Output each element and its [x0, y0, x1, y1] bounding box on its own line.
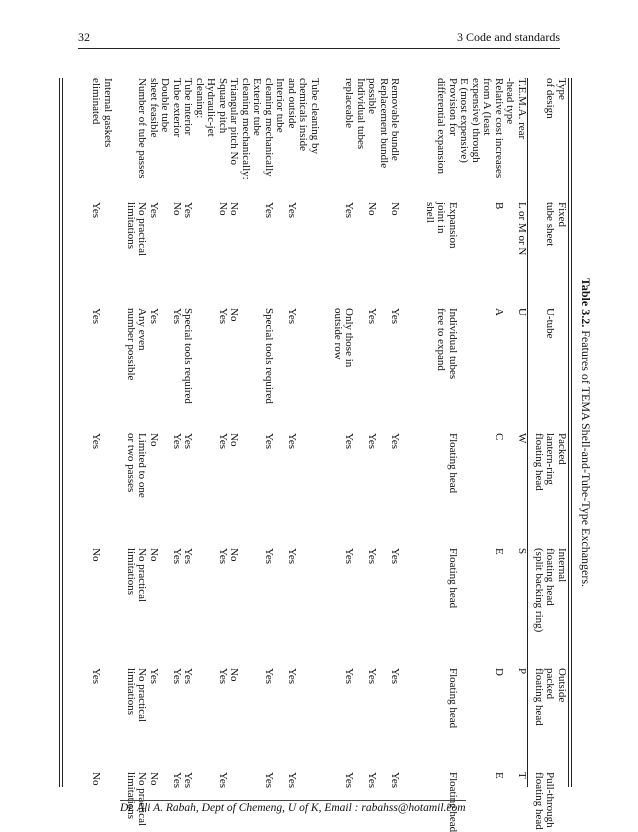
table-cell: sheet feasible — [148, 78, 160, 138]
table-cell — [481, 772, 493, 832]
table-cell — [240, 433, 252, 498]
table-cell — [320, 202, 332, 256]
table-cell: Yes — [171, 548, 183, 565]
table-cell: differential expansion — [435, 78, 448, 175]
table-cell: Floating head — [447, 772, 459, 832]
table-cell — [412, 308, 424, 404]
table-cell: No practical — [136, 202, 149, 257]
table-cell: Yes — [217, 668, 229, 685]
table-cell: D — [493, 668, 505, 676]
table-cell — [481, 548, 493, 632]
table-cell: Yes — [286, 548, 298, 565]
table-cell — [102, 308, 114, 404]
table-cell: Tube cleaning by — [309, 78, 321, 154]
table-cell: free to expand — [435, 308, 448, 371]
table-cell: Individual tubes — [447, 308, 459, 380]
column-header-line: Outside — [556, 668, 568, 703]
table-cell — [504, 548, 516, 632]
table-cell: No — [228, 308, 241, 322]
table-cell: Yes — [90, 433, 103, 450]
table-cell — [470, 772, 482, 832]
table-cell: Square pitch — [217, 78, 229, 134]
table-cell — [297, 548, 309, 632]
table-cell — [355, 202, 367, 256]
table-bottom-rule — [62, 78, 63, 787]
table-cell — [424, 433, 436, 498]
table-column — [90, 202, 567, 256]
table-cell: Yes — [343, 433, 356, 450]
table-cell: Yes — [263, 202, 275, 219]
table-cell: cleaning mechanically: — [240, 78, 252, 180]
table-cell — [309, 308, 321, 404]
table-cell — [297, 668, 309, 728]
table-cell: Yes — [263, 548, 275, 565]
table-cell: -head type — [504, 78, 517, 125]
table-cell: Special tools required — [263, 308, 275, 404]
table-cell: Yes — [263, 668, 275, 685]
table-cell: T — [516, 772, 528, 779]
table-cell: possible — [366, 78, 379, 115]
table-cell: Yes — [389, 772, 402, 789]
table-top-rule-2 — [568, 78, 569, 787]
table-cell: outside row — [332, 308, 344, 360]
table-cell: No practical — [136, 548, 149, 603]
table-bottom-rule-2 — [59, 78, 60, 787]
table-cell: Expansion — [447, 202, 459, 249]
table-cell: Yes — [182, 548, 195, 565]
running-title: 3 Code and standards — [457, 30, 560, 44]
table-cell: No — [389, 202, 402, 216]
table-cell — [504, 202, 516, 256]
table-cell — [320, 433, 332, 498]
column-header-line: Internal — [556, 548, 568, 583]
table-cell: Relative cost increases — [493, 78, 505, 179]
table-cell: limitations — [125, 548, 137, 596]
caption-label: Table 3.2. — [579, 277, 593, 328]
table-cell — [401, 548, 413, 632]
table-cell — [481, 668, 493, 728]
table-cell: Yes — [171, 668, 183, 685]
table-cell: No — [148, 433, 160, 447]
table-cell: Yes — [90, 668, 103, 685]
column-header-line: of design — [544, 78, 557, 119]
table-cell: Yes — [366, 433, 379, 450]
table-cell — [274, 668, 286, 728]
table-cell: Replacement bundle — [378, 78, 390, 169]
table-cell — [424, 308, 436, 404]
table-cell — [159, 548, 171, 632]
table-cell: Yes — [148, 668, 160, 685]
table-cell — [274, 548, 286, 632]
table-cell: Hydraulic-jet — [205, 78, 218, 137]
table-cell: Yes — [148, 308, 160, 325]
table-cell: Only those in — [343, 308, 356, 368]
table-cell — [435, 433, 447, 498]
table-cell — [470, 433, 482, 498]
table-cell: No — [90, 548, 103, 562]
table-cell — [504, 772, 516, 832]
column-header — [527, 202, 567, 256]
table-cell: Yes — [343, 772, 356, 789]
table-cell: Floating head — [447, 433, 459, 494]
column-header-line: floating head — [533, 433, 545, 491]
table-cell — [481, 433, 493, 498]
table-cell — [424, 78, 436, 180]
table-cell: Yes — [366, 772, 379, 789]
table-cell: limitations — [125, 668, 137, 716]
table-cell — [424, 668, 436, 728]
table-cell — [320, 78, 332, 180]
table-cell: Yes — [148, 202, 160, 219]
table-cell: Yes — [171, 433, 183, 450]
table-cell — [251, 433, 263, 498]
table-cell — [412, 668, 424, 728]
table-cell: Exterior tube — [251, 78, 264, 136]
table-cell: shell — [424, 202, 436, 223]
table-cell: Yes — [366, 548, 379, 565]
table-cell — [470, 202, 482, 256]
table-cell: Yes — [286, 202, 298, 219]
table-cell: cleaning: — [194, 78, 206, 119]
table-cell — [355, 433, 367, 498]
table-cell — [194, 308, 206, 404]
table-cell — [412, 202, 424, 256]
column-header-line: floating head — [533, 772, 545, 830]
table-cell — [240, 202, 252, 256]
table-cell — [332, 78, 344, 180]
table-cell: Floating head — [447, 548, 459, 609]
table-cell: Number of tube passes — [136, 78, 149, 179]
table-cell: Individual tubes — [355, 78, 367, 150]
table-cell: No — [148, 772, 160, 786]
table-cell — [401, 78, 413, 180]
table-cell — [424, 548, 436, 632]
table-cell: Yes — [182, 202, 195, 219]
table-cell: No — [228, 433, 241, 447]
table-cell: No practical — [136, 668, 149, 723]
table-cell: limitations — [125, 202, 137, 250]
table-cell: Yes — [389, 433, 402, 450]
table-cell — [274, 202, 286, 256]
page-header — [78, 30, 560, 46]
table-cell — [113, 548, 125, 632]
table-cell — [240, 668, 252, 728]
table-cell: from A (least — [481, 78, 494, 136]
table-cell — [401, 668, 413, 728]
table-caption — [578, 70, 593, 795]
table-cell: Special tools required — [182, 308, 195, 404]
table-cell — [125, 78, 137, 180]
table-cell: Yes — [217, 548, 229, 565]
table-cell: Tube interior — [182, 78, 195, 136]
table-cell — [159, 668, 171, 728]
table-cell — [205, 548, 217, 632]
table-cell — [251, 202, 263, 256]
table-cell: cleaning mechanically — [263, 78, 275, 177]
table-cell — [355, 308, 367, 404]
table-cell: Yes — [263, 772, 275, 789]
column-header-line: Type — [556, 78, 568, 100]
table-cell — [504, 433, 516, 498]
table-cell — [458, 202, 470, 256]
table-cell — [378, 433, 390, 498]
table-cell — [378, 668, 390, 728]
table-cell: No — [228, 548, 241, 562]
table-cell — [332, 202, 344, 256]
table-cell — [401, 308, 413, 404]
table-cell — [274, 433, 286, 498]
table-cell: Yes — [286, 433, 298, 450]
table-column — [90, 308, 567, 404]
column-header-line: Fixed — [556, 202, 568, 228]
table-column — [90, 78, 567, 180]
column-header-line: Pull-through — [544, 772, 557, 828]
table-cell — [309, 433, 321, 498]
table-cell — [412, 548, 424, 632]
table-cell: and outside — [286, 78, 298, 129]
table-cell — [378, 202, 390, 256]
table-cell — [504, 668, 516, 728]
table-cell — [378, 548, 390, 632]
table-cell — [458, 433, 470, 498]
table-column — [90, 433, 567, 498]
table-cell: Yes — [171, 308, 183, 325]
table-cell: Yes — [182, 433, 195, 450]
table-cell: Removable bundle — [389, 78, 402, 161]
column-header — [527, 78, 567, 180]
table-cell: Yes — [217, 308, 229, 325]
table-cell — [470, 668, 482, 728]
table-cell: No — [171, 202, 183, 216]
table-cell — [332, 433, 344, 498]
page-number: 32 — [78, 30, 90, 44]
table-cell — [458, 668, 470, 728]
page-footer: Dr. Ali A. Rabah, Dept of Chemeng, U of K, Email : rabahss@hotamil.com — [120, 802, 466, 814]
table-cell: Yes — [343, 202, 356, 219]
table-cell — [113, 308, 125, 404]
table-cell: Double tube — [159, 78, 172, 133]
table-cell — [412, 78, 424, 180]
table-cell: T.E.M.A. rear — [516, 78, 528, 140]
table-cell — [240, 548, 252, 632]
table-cell: No — [366, 202, 379, 216]
table-cell: No — [228, 202, 241, 216]
table-cell — [320, 668, 332, 728]
column-header-line: (split backing ring) — [533, 548, 545, 633]
table-cell: No — [217, 202, 229, 216]
table-cell — [113, 78, 125, 180]
table-cell: or two passes — [125, 433, 137, 493]
table-cell — [113, 202, 125, 256]
table-cell: eliminated — [90, 78, 103, 125]
table-cell — [240, 308, 252, 404]
table-cell — [194, 202, 206, 256]
table-cell: Yes — [263, 433, 275, 450]
table-cell — [309, 548, 321, 632]
table-cell: Triangular pitch No — [228, 78, 241, 165]
table-cell: number possible — [125, 308, 137, 381]
table-cell: expensive) through — [470, 78, 482, 163]
column-header-line — [556, 308, 568, 404]
table-cell — [320, 548, 332, 632]
table-cell — [102, 433, 114, 498]
table-cell: A — [493, 308, 505, 316]
table-cell — [470, 548, 482, 632]
table-cell — [102, 548, 114, 632]
header-rule — [78, 48, 560, 49]
table-cell — [401, 433, 413, 498]
table-cell: Any even — [136, 308, 149, 351]
table-cell: P — [516, 668, 528, 675]
table-cell: E (most expensive) — [458, 78, 471, 163]
table-cell — [470, 308, 482, 404]
table-cell: E — [493, 548, 505, 555]
table-cell — [205, 202, 217, 256]
table-cell: E — [493, 772, 505, 779]
table-cell — [297, 202, 309, 256]
table-cell — [159, 202, 171, 256]
column-header-line — [556, 772, 568, 832]
table-cell — [378, 308, 390, 404]
table-cell: Yes — [389, 668, 402, 685]
table-cell: Yes — [182, 772, 195, 789]
table-cell — [251, 308, 263, 404]
column-header — [527, 433, 567, 498]
column-header-line: lantern-ring — [544, 433, 557, 485]
column-header-line: floating head — [544, 548, 557, 606]
table-cell: No — [148, 548, 160, 562]
table-cell: Floating head — [447, 668, 459, 729]
table-cell: Provision for — [447, 78, 459, 136]
table-cell — [194, 433, 206, 498]
table-cell: L or M or N — [516, 202, 528, 256]
table-cell — [159, 308, 171, 404]
table-cell — [332, 548, 344, 632]
table-cell — [205, 668, 217, 728]
table-cell: S — [516, 548, 528, 555]
table-cell: Yes — [366, 668, 379, 685]
table-cell: Yes — [217, 772, 229, 789]
column-header-line: Packed — [556, 433, 568, 465]
table-cell: Interior tube — [274, 78, 287, 133]
table-cell — [102, 202, 114, 256]
column-header-line: U-tube — [544, 308, 557, 339]
table-cell — [102, 668, 114, 728]
table-top-rule — [571, 78, 572, 787]
table-cell — [205, 308, 217, 404]
table-cell — [309, 202, 321, 256]
table-column — [90, 548, 567, 632]
table-cell: Yes — [366, 308, 379, 325]
table-cell: replaceable — [343, 78, 356, 129]
column-header — [527, 548, 567, 632]
table-cell — [113, 433, 125, 498]
table-cell — [194, 548, 206, 632]
table-cell — [297, 433, 309, 498]
table-cell: Yes — [389, 308, 402, 325]
table-cell: W — [516, 433, 528, 444]
table-cell: No — [90, 772, 103, 786]
table-cell — [113, 668, 125, 728]
table-cell — [355, 668, 367, 728]
table-cell — [458, 308, 470, 404]
column-header-line: packed — [544, 668, 557, 700]
column-header-line: tube sheet — [544, 202, 557, 247]
table-cell — [102, 772, 114, 832]
table-cell: U — [516, 308, 528, 316]
table-cell: Yes — [90, 202, 103, 219]
table-cell — [251, 668, 263, 728]
table-cell — [159, 433, 171, 498]
table-cell — [274, 308, 286, 404]
column-header-line: floating head — [533, 668, 545, 726]
table-cell: No — [228, 668, 241, 682]
table-cell: Yes — [171, 772, 183, 789]
table-cell: Yes — [389, 548, 402, 565]
table-cell — [205, 433, 217, 498]
table-cell: Yes — [286, 668, 298, 685]
table-cell: Yes — [90, 308, 103, 325]
table-cell: joint in — [435, 202, 448, 234]
table-cell — [458, 548, 470, 632]
table-cell: Yes — [182, 668, 195, 685]
table-cell — [297, 308, 309, 404]
table-cell: Yes — [343, 548, 356, 565]
table-cell: limitations — [125, 772, 137, 820]
table-cell: Yes — [286, 772, 298, 789]
table-cell — [435, 668, 447, 728]
table-cell — [309, 668, 321, 728]
table-cell: B — [493, 202, 505, 210]
table-cell — [481, 308, 493, 404]
column-header — [527, 772, 567, 832]
table-cell — [412, 433, 424, 498]
table-cell — [320, 308, 332, 404]
table-cell: C — [493, 433, 505, 441]
table-cell: No practical — [136, 772, 149, 827]
table-cell — [251, 548, 263, 632]
table-column — [90, 668, 567, 728]
table-cell — [194, 668, 206, 728]
table-cell: Limited to one — [136, 433, 149, 498]
table-cell: Yes — [343, 668, 356, 685]
table-cell — [481, 202, 493, 256]
table-cell: Yes — [217, 433, 229, 450]
caption-text: Features of TEMA Shell-and-Tube-Type Exchangers. — [579, 327, 593, 588]
table-cell: Tube exterior — [171, 78, 183, 138]
table-cell — [332, 668, 344, 728]
table-cell — [504, 308, 516, 404]
column-header — [527, 668, 567, 728]
table-cell: Internal gaskets — [102, 78, 114, 148]
table-cell — [355, 548, 367, 632]
table-cell: chemicals inside — [297, 78, 310, 152]
table-cell: Yes — [286, 308, 298, 325]
table-cell — [435, 548, 447, 632]
table-cell — [401, 202, 413, 256]
column-header — [527, 308, 567, 404]
